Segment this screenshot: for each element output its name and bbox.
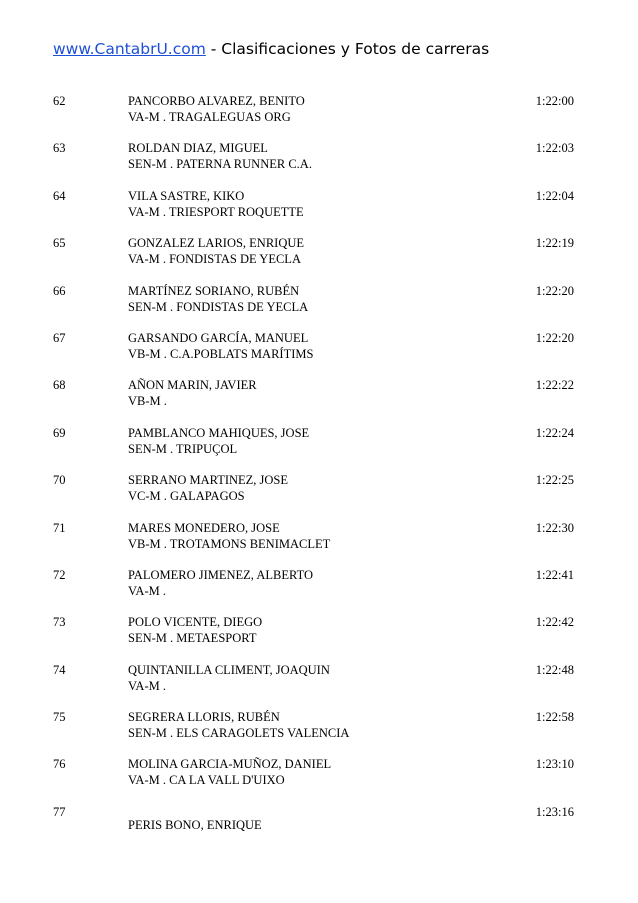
result-name: QUINTANILLA CLIMENT, JOAQUIN — [128, 662, 330, 677]
result-position: 69 — [53, 425, 66, 440]
result-category-club: VA-M . — [128, 678, 166, 693]
result-time: 1:22:25 — [535, 473, 574, 488]
result-row — [0, 189, 638, 236]
result-category-club: VA-M . FONDISTAS DE YECLA — [128, 252, 301, 267]
result-name: PERIS BONO, ENRIQUE — [128, 817, 262, 832]
result-row — [0, 236, 638, 283]
result-time: 1:22:48 — [535, 662, 574, 677]
result-position: 68 — [53, 378, 66, 393]
page-header — [53, 40, 489, 58]
result-row — [0, 663, 638, 710]
result-position: 64 — [53, 188, 66, 203]
result-category-club: VB-M . C.A.POBLATS MARÍTIMS — [128, 346, 314, 361]
header-subtitle: Clasificaciones y Fotos de carreras — [221, 40, 490, 58]
result-time: 1:22:20 — [535, 330, 574, 345]
result-time: 1:22:19 — [535, 236, 574, 251]
result-time: 1:22:03 — [535, 141, 574, 156]
result-row — [0, 568, 638, 615]
result-category-club: SEN-M . PATERNA RUNNER C.A. — [128, 157, 312, 172]
result-position: 72 — [53, 567, 66, 582]
result-time: 1:22:20 — [535, 283, 574, 298]
result-row — [0, 805, 638, 852]
result-position: 67 — [53, 330, 66, 345]
result-position: 73 — [53, 615, 66, 630]
result-category-club: VC-M . GALAPAGOS — [128, 489, 245, 504]
result-position: 71 — [53, 520, 66, 535]
result-time: 1:22:42 — [535, 615, 574, 630]
result-row — [0, 615, 638, 662]
result-row — [0, 94, 638, 141]
result-time: 1:22:00 — [535, 94, 574, 108]
result-row — [0, 426, 638, 473]
result-category-club: SEN-M . METAESPORT — [128, 631, 257, 646]
result-time: 1:23:16 — [535, 804, 574, 819]
result-name: MARES MONEDERO, JOSE — [128, 520, 280, 535]
result-name: SEGRERA LLORIS, RUBÉN — [128, 710, 280, 725]
result-name: ROLDAN DIAZ, MIGUEL — [128, 141, 268, 156]
result-name: PAMBLANCO MAHIQUES, JOSE — [128, 425, 310, 440]
result-position: 66 — [53, 283, 66, 298]
result-row — [0, 378, 638, 425]
result-category-club: VA-M . — [128, 583, 166, 598]
result-category-club: VA-M . TRIESPORT ROQUETTE — [128, 204, 304, 219]
result-position: 65 — [53, 236, 66, 251]
result-row — [0, 473, 638, 520]
result-time: 1:22:22 — [535, 378, 574, 393]
result-row — [0, 757, 638, 804]
result-name: GARSANDO GARCÍA, MANUEL — [128, 330, 309, 345]
header-separator: - — [205, 40, 222, 58]
result-row — [0, 331, 638, 378]
result-name: GONZALEZ LARIOS, ENRIQUE — [128, 236, 305, 251]
results-list — [0, 94, 638, 852]
result-name: MOLINA GARCIA-MUÑOZ, DANIEL — [128, 757, 332, 772]
result-time: 1:22:58 — [535, 710, 574, 725]
result-time: 1:22:24 — [535, 425, 574, 440]
result-name: SERRANO MARTINEZ, JOSE — [128, 473, 289, 488]
result-position: 74 — [53, 662, 66, 677]
result-row — [0, 141, 638, 188]
result-position: 77 — [53, 804, 66, 819]
result-position: 75 — [53, 710, 66, 725]
result-time: 1:23:10 — [535, 757, 574, 772]
result-time: 1:22:04 — [535, 188, 574, 203]
result-position: 76 — [53, 757, 66, 772]
result-row — [0, 284, 638, 331]
result-time: 1:22:41 — [535, 567, 574, 582]
result-position: 63 — [53, 141, 66, 156]
result-position: 70 — [53, 473, 66, 488]
result-category-club: SEN-M . FONDISTAS DE YECLA — [128, 299, 309, 314]
result-time: 1:22:30 — [535, 520, 574, 535]
result-category-club: VA-M . TRAGALEGUAS ORG — [128, 110, 291, 124]
result-category-club: SEN-M . TRIPUÇOL — [128, 441, 238, 456]
result-position: 62 — [53, 94, 66, 108]
result-name: PALOMERO JIMENEZ, ALBERTO — [128, 567, 314, 582]
result-name: MARTÍNEZ SORIANO, RUBÉN — [128, 283, 300, 298]
result-name: AÑON MARIN, JAVIER — [128, 378, 257, 393]
result-category-club: VA-M . CA LA VALL D'UIXO — [128, 773, 285, 788]
result-row — [0, 521, 638, 568]
site-link[interactable]: www.CantabrU.com — [53, 40, 206, 58]
result-name: POLO VICENTE, DIEGO — [128, 615, 263, 630]
result-row — [0, 710, 638, 757]
result-category-club: VB-M . TROTAMONS BENIMACLET — [128, 536, 331, 551]
result-category-club: VB-M . — [128, 394, 167, 409]
result-name: VILA SASTRE, KIKO — [128, 188, 245, 203]
result-name: PANCORBO ALVAREZ, BENITO — [128, 94, 305, 108]
result-category-club: SEN-M . ELS CARAGOLETS VALENCIA — [128, 726, 350, 741]
